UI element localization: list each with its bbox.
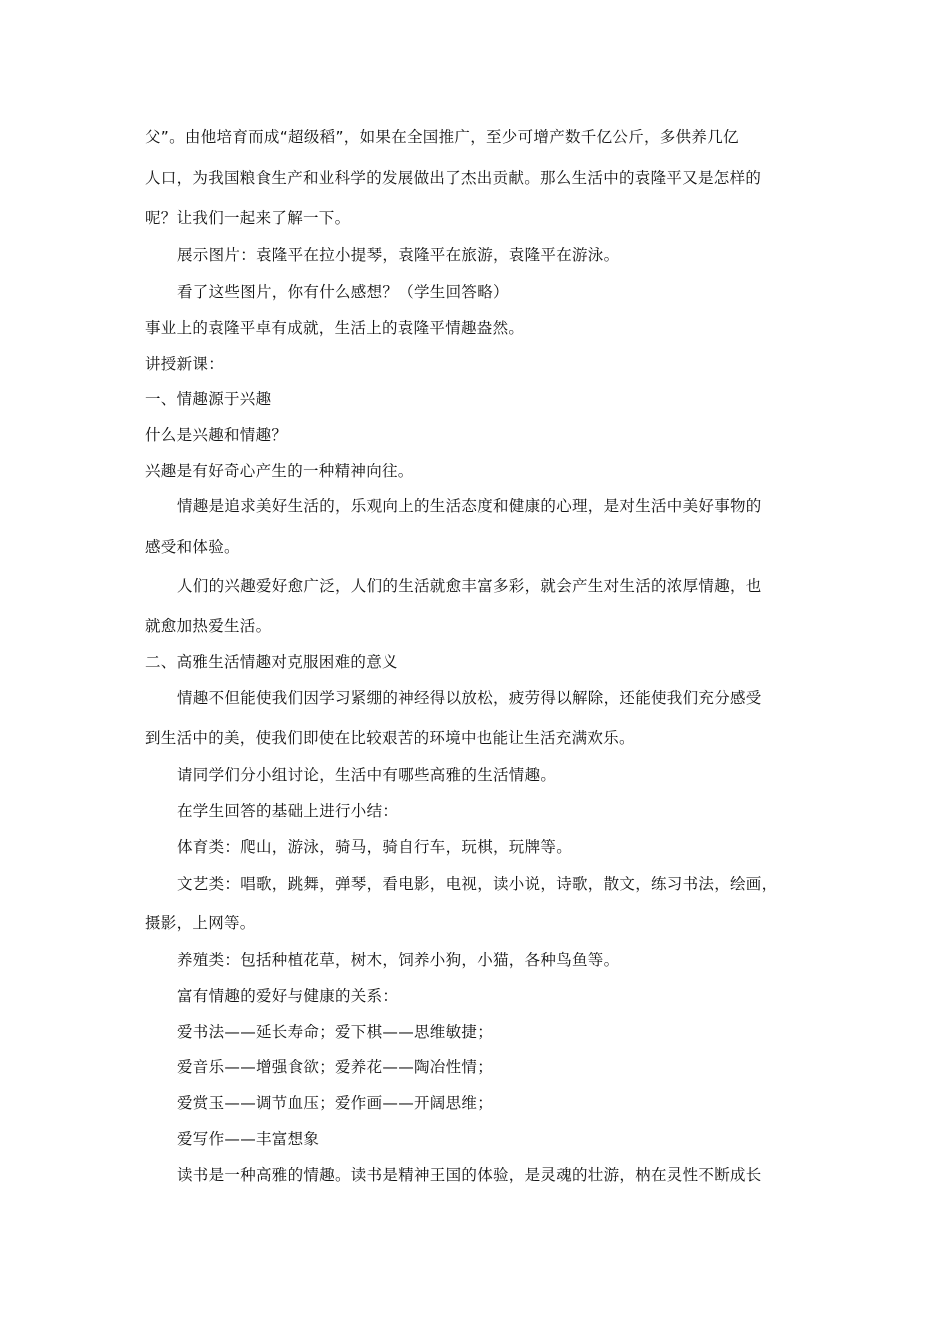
text-line: 人口，为我国粮食生产和业科学的发展做出了杰出贡献。那么生活中的袁隆平又是怎样的 (145, 169, 762, 187)
text-line: 文艺类：唱歌，跳舞，弹琴，看电影，电视，读小说，诗歌，散文，练习书法，绘画， (177, 875, 778, 893)
text-line: 爱写作——丰富想象 (177, 1130, 320, 1148)
text-line: 到生活中的美，使我们即使在比较艰苦的环境中也能让生活充满欢乐。 (145, 729, 635, 747)
section-heading: 讲授新课： (145, 355, 225, 373)
text-line: 体育类：爬山，游泳，骑马，骑自行车，玩棋，玩牌等。 (177, 838, 573, 856)
text-line: 摄影，上网等。 (145, 914, 256, 932)
text-line: 爱音乐——增强食欲；爱养花——陶冶性情； (177, 1058, 494, 1076)
text-line: 兴趣是有好奇心产生的一种精神向往。 (145, 462, 414, 480)
text-line: 养殖类：包括种植花草，树木，饲养小狗，小猫，各种鸟鱼等。 (177, 951, 620, 969)
text-line: 在学生回答的基础上进行小结： (177, 802, 399, 820)
text-line: 什么是兴趣和情趣？ (145, 426, 288, 444)
text-line: 父”。由他培育而成“超级稻”，如果在全国推广，至少可增产数千亿公斤，多供养几亿 (145, 128, 739, 146)
text-line: 事业上的袁隆平卓有成就，生活上的袁隆平情趣盎然。 (145, 319, 525, 337)
text-line: 爱书法——延长寿命；爱下棋——思维敏捷； (177, 1023, 494, 1041)
text-line: 展示图片：袁隆平在拉小提琴，袁隆平在旅游，袁隆平在游泳。 (177, 246, 620, 264)
text-line: 人们的兴趣爱好愈广泛，人们的生活就愈丰富多彩，就会产生对生活的浓厚情趣，也 (177, 577, 762, 595)
text-line: 请同学们分小组讨论，生活中有哪些高雅的生活情趣。 (177, 766, 557, 784)
text-line: 爱赏玉——调节血压；爱作画——开阔思维； (177, 1094, 494, 1112)
text-line: 看了这些图片，你有什么感想？（学生回答略） (177, 283, 509, 301)
section-heading: 二、高雅生活情趣对克服困难的意义 (145, 653, 398, 671)
text-line: 富有情趣的爱好与健康的关系： (177, 987, 399, 1005)
text-line: 感受和体验。 (145, 538, 240, 556)
text-line: 就愈加热爱生活。 (145, 617, 272, 635)
section-heading: 一、情趣源于兴趣 (145, 390, 272, 408)
text-line: 情趣是追求美好生活的，乐观向上的生活态度和健康的心理，是对生活中美好事物的 (177, 497, 762, 515)
text-line: 情趣不但能使我们因学习紧绷的神经得以放松，疲劳得以解除，还能使我们充分感受 (177, 689, 762, 707)
text-line: 读书是一种高雅的情趣。读书是精神王国的体验，是灵魂的壮游，枘在灵性不断成长 (177, 1166, 762, 1184)
text-line: 呢？让我们一起来了解一下。 (145, 209, 351, 227)
